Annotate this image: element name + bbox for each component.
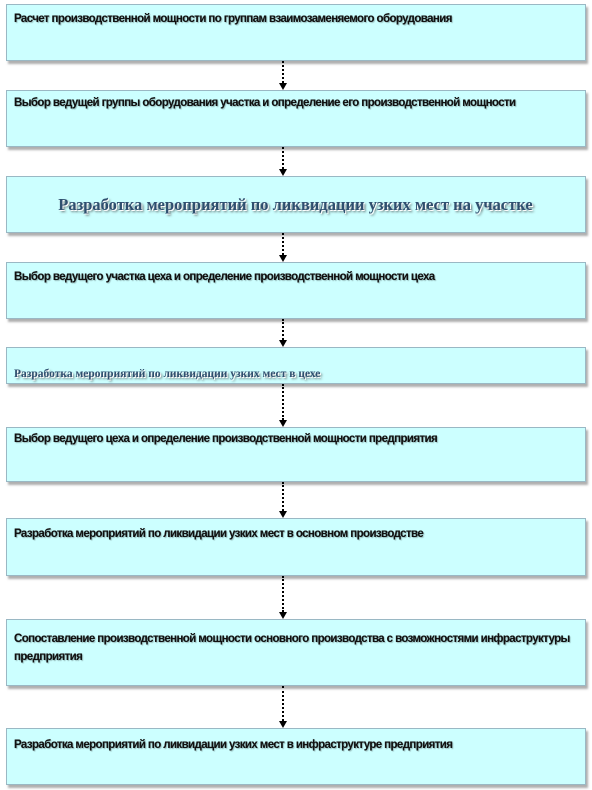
step-box-9 [6, 728, 586, 785]
step-box-2 [6, 90, 586, 147]
step-text-9: Разработка мероприятий по ликвидации узких мест в инфраструктуре предприятия [14, 739, 453, 751]
arrowhead-5-6 [279, 420, 287, 427]
step-box-3 [6, 176, 586, 233]
connector-3-4 [282, 233, 284, 255]
step-box-5 [6, 347, 586, 384]
connector-4-5 [282, 319, 284, 340]
step-text-1: Расчет производственной мощности по группам взаимозаменяемого оборудования [14, 13, 452, 25]
connector-6-7 [282, 482, 284, 511]
arrowhead-4-5 [279, 340, 287, 347]
connector-5-6 [282, 384, 284, 420]
step-box-1 [6, 4, 586, 61]
arrowhead-3-4 [279, 255, 287, 262]
step-text-8: Сопоставление производственной мощности основного производства с возможностями инфраструктуры предприятия [14, 633, 570, 663]
step-text-7: Разработка мероприятий по ликвидации узких мест в основном производстве [14, 528, 424, 540]
connector-8-9 [282, 686, 284, 721]
step-box-6 [6, 427, 586, 482]
step-box-7 [6, 518, 586, 576]
step-text-2: Выбор ведущей группы оборудования участка и определение его производственной мощности [14, 97, 516, 109]
arrowhead-8-9 [279, 721, 287, 728]
step-text-4: Выбор ведущего участка цеха и определение производственной мощности цеха [14, 271, 435, 283]
arrowhead-6-7 [279, 511, 287, 518]
arrowhead-7-8 [279, 612, 287, 619]
step-text-3: Разработка мероприятий по ликвидации узких мест на участке [58, 195, 533, 214]
step-box-4 [6, 262, 586, 319]
connector-7-8 [282, 576, 284, 612]
arrowhead-1-2 [279, 83, 287, 90]
step-text-6: Выбор ведущего цеха и определение производственной мощности предприятия [14, 433, 438, 445]
connector-2-3 [282, 147, 284, 169]
step-text-5: Разработка мероприятий по ликвидации узких мест в цехе [14, 368, 321, 380]
step-box-8 [6, 619, 586, 686]
connector-1-2 [282, 61, 284, 83]
arrowhead-2-3 [279, 169, 287, 176]
